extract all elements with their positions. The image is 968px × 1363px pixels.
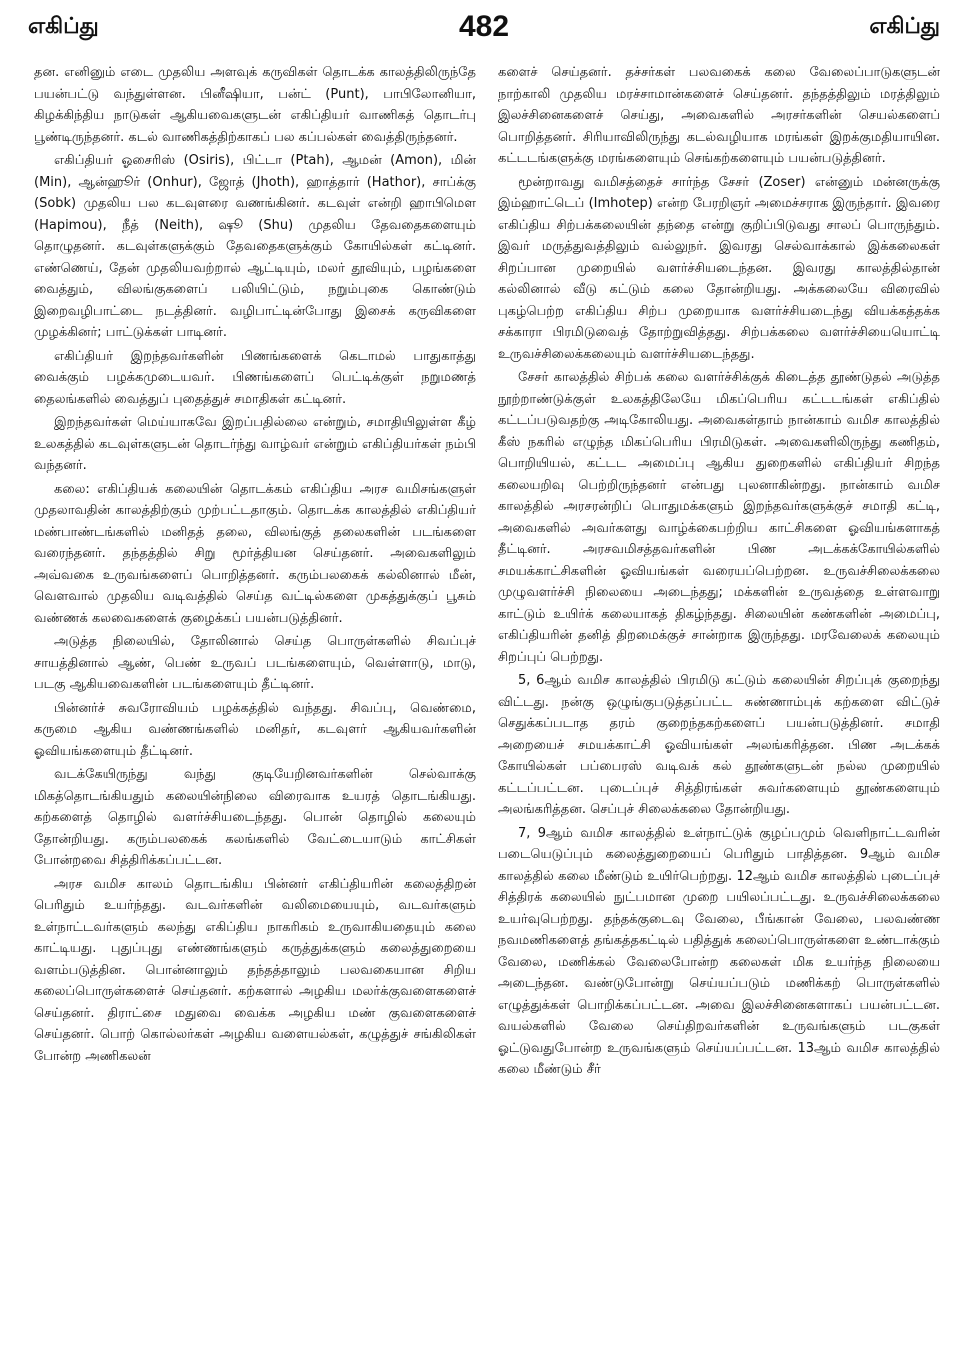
paragraph: தன. எனினும் எடை முதலிய அளவுக் கருவிகள் தொடக்க காலத்திலிருந்தே பயன்பட்டு வந்துள்ளன. பினீஷியா, பன்ட் (Punt), பாபிலோனியா, கிழக்கிந்திய நாடுகள் ஆகியவைகளுடன் எகிப்தியர் வாணிகத் தொடர்பு பூண்டிருந்தனர். கடல் வாணிகத்திற்காகப் பல கப்பல்கள் வைத்திருந்தனர்.: [34, 65, 476, 145]
paragraph: சேசர் காலத்தில் சிற்பக் கலை வளர்ச்சிக்குக் கிடைத்த தூண்டுதல் அடுத்த நூற்றாண்டுக்குள் உலகத்திலேயே மிகப்பெரிய கட்டடங்கள் எகிப்தில் கட்டப்படுவதற்கு அடிகோலியது. அவைகள்தாம் நான்காம் வமிச காலத்தில் கீஸ் நகரில் எழுந்த மிகப்பெரிய பிரமிடுகள். அவைகளிலிருந்து கணிதம், பொறியியல், கட்டட அமைப்பு ஆகிய துறைகளில் எகிப்தியர் சிறந்த கலையறிவு பெற்றிருந்தனர் என்பது புலனாகின்றது. நான்காம் வமிச காலத்தில் அரசரன்றிப் பொதுமக்களும் இறந்தவர்களுக்குச் சமாதி கட்டி, அவைகளில் அவர்களது வாழ்க்கைபற்றிய காட்சிகளை ஓவியங்களாகத் தீட்டினர். அரசவமிசத்தவர்களின் பிண அடக்கக்கோயில்களில் சமயக்காட்சிகளின் ஓவியங்கள் வரையப்பெற்றன. உருவச்சிலைக்கலை முழுவளர்ச்சி நிலையை அடைந்தது; மக்களின் உருவத்தை உள்ளவாறு காட்டும் உயிர்க் கலையாகத் திகழ்ந்தது. சிலையின் கண்களின் அமைப்பு, எகிப்தியரின் தனித் திறமைக்குச் சான்றாக இருந்தது. மரவேலைக் கலையும் சிறப்புப் பெற்றது.: [498, 370, 940, 665]
page-number: 482: [458, 10, 510, 43]
left-column: [34, 62, 476, 1352]
right-column: [498, 62, 940, 1352]
paragraph: 7, 9ஆம் வமிச காலத்தில் உள்நாட்டுக் குழப்பமும் வெளிநாட்டவரின் படையெடுப்பும் கலைத்துறையைப் பெரிதும் பாதித்தன. 9ஆம் வமிச காலத்தில் கலை மீண்டும் உயிர்பெற்றது. 12ஆம் வமிச காலத்தில் புடைப்புச் சித்திரக் கலையில் நுட்பமான முறை பயிலப்பட்டது. உருவச்சிலைக்கலை உயர்வுபெற்றது. தந்தக்குடைவு வேலை, பீங்கான் வேலை, பலவண்ண நவமணிகளைத் தங்கத்தகட்டில் பதித்துக் கலைப்பொருள்களை உண்டாக்கும் வேலை, மணிக்கல் வேலைபோன்ற கலைகள் மிக உயர்ந்த நிலையை அடைந்தன. வண்டுபோன்று செய்யப்படும் மணிக்கற் பொருள்களில் எழுத்துக்கள் பொறிக்கப்பட்டன. அவை இலச்சினைகளாகப் பயன்பட்டன. வயல்களில் வேலை செய்திறவர்களின் உருவங்களும் படகுகள் ஓட்டுவதுபோன்ற உருவங்களும் செய்யப்பட்டன. 13ஆம் வமிச காலத்தில் கலை மீண்டும் சீர்: [498, 825, 940, 1077]
paragraph: எகிப்தியர் ஓசைரிஸ் (Osiris), பிட்டா (Ptah), ஆமன் (Amon), மின் (Min), ஆன்ஹூர் (Onhur), ஜோத் (Jhoth), ஹாத்தார் (Hathor), சாப்க்கு (Sobk) முதலிய பல கடவுளரை வணங்கினர். கடவுள் என்றி ஹாபிமௌ (Hapimou), நீத் (Neith), ஷூ (Shu) முதலிய தேவதைகளையும் தொழுதனர். கடவுள்களுக்கும் தேவதைகளுக்கும் கோயில்கள் கட்டினர். எண்ணெய், தேன் முதலியவற்றால் ஆட்டியும், மலர் தூவியும், பழங்களை வைத்தும், விலங்குகளைப் பலியிட்டும், நறும்புகை கொண்டும் இறைவழிபாட்டை நடத்தினர். வழிபாட்டின்போது இசைக் கருவிகளை முழக்கினர்; பாட்டுக்கள் பாடினர்.: [34, 153, 476, 340]
paragraph: எகிப்தியர் இறந்தவர்களின் பிணங்களைக் கெடாமல் பாதுகாத்து வைக்கும் பழக்கமுடையவர். பிணங்களைப் பெட்டிக்குள் நறுமணத் தைலங்களில் வைத்துப் புதைத்துச் சமாதிகள் கட்டினர்.: [34, 348, 476, 407]
paragraph: 5, 6ஆம் வமிச காலத்தில் பிரமிடு கட்டும் கலையின் சிறப்புக் குறைந்து விட்டது. நன்கு ஒழுங்குபடுத்தப்பட்ட சுண்ணாம்புக் கற்களை விட்டுச் செதுக்கப்படாத தரம் குறைந்தகற்களைப் பயன்படுத்தினர். சமாதி அறையைச் சமயக்காட்சி ஓவியங்கள் அலங்கரித்தன. பிண அடக்கக் கோயில்கள் பப்பைரஸ் வடிவக் கல் தூண்களுடன் நல்ல முறையில் கட்டப்பட்டன. புடைப்புச் சித்திரங்கள் சுவர்களையும் தூண்களையும் அலங்கரித்தன. செப்புச் சிலைக்கலை தோன்றியது.: [498, 673, 940, 817]
paragraph: களைச் செய்தனர். தச்சர்கள் பலவகைக் கலை வேலைப்பாடுகளுடன் நாற்காலி முதலிய மரச்சாமான்களைச் செய்தனர். தந்தத்திலும் மரத்திலும் இலச்சினைகளைச் செய்து, அவைகளில் அரசர்களின் செயல்களைப் பொறித்தனர். சிரியாவிலிருந்து கடல்வழியாக மரங்கள் இறக்குமதியாயின. கட்டடங்களுக்கு மரங்களையும் செங்கற்களையும் பயன்படுத்தினர்.: [498, 65, 940, 166]
paragraph-art-section: கலை: எகிப்தியக் கலையின் தொடக்கம் எகிப்திய அரச வமிசங்களுள் முதலாவதின் காலத்திற்கும் முற்பட்டதாகும். தொடக்க காலத்தில் எகிப்தியர் மண்பாண்டங்களில் மனிதத் தலை, விலங்குத் தலைகளின் படங்களை வரைந்தனர். தந்தத்தில் சிறு மூர்த்தியன செய்தனர். அவைகளிலும் அவ்வகை உருவங்களைப் பொறித்தனர். கரும்பலகைக் கல்லினால் மீன், வௌவால் முதலிய வடிவத்தில் செய்த வட்டில்களை முகத்துக்குப் பூசும் வண்ணக் கலவைகளைக் குழைக்கப் பயன்படுத்தினர்.: [34, 481, 476, 626]
paragraph: அரச வமிச காலம் தொடங்கிய பின்னர் எகிப்தியரின் கலைத்திறன் பெரிதும் உயர்ந்தது. வடவர்களின் வலிமையையும், வடவர்களும் உள்நாட்டவர்களும் கலந்து எகிப்திய நாகரிகம் உருவாகியதையும் கலை காட்டியது. புதுப்புது எண்ணங்களும் கருத்துக்களும் கலைத்துறையை வளம்படுத்தின. பொன்னாலும் தந்தத்தாலும் பலவகையான சிறிய கலைப்பொருள்களைச் செய்தனர். கற்களால் அழகிய மலர்க்குவளைகளைச் செய்தனர். திராட்சை மதுவை வைக்க அழகிய மண் குவளைகளைச் செய்தனர். பொற் கொல்லர்கள் அழகிய வளையல்கள், கழுத்துச் சங்கிலிகள் போன்ற அணிகலன்: [34, 876, 476, 1064]
running-head-left: எகிப்து: [28, 14, 99, 39]
paragraph: பின்னர்ச் சுவரோவியம் பழக்கத்தில் வந்தது. சிவப்பு, வெண்மை, கருமை ஆகிய வண்ணங்களில் மனிதர், கடவுளர் ஆகியவர்களின் ஓவியங்களையும் தீட்டினர்.: [34, 700, 476, 759]
running-head-right: எகிப்து: [869, 14, 940, 39]
page-header: [28, 10, 940, 50]
paragraph: வடக்கேயிருந்து வந்து குடியேறினவர்களின் செல்வாக்கு மிகத்தொடங்கியதும் கலையின்நிலை விரைவாக உயரத் தொடங்கியது. கற்களைத் தொழில் வளர்ச்சியடைந்தது. பொன் தொழில் கலையும் தோன்றியது. கரும்பலகைக் கலங்களில் வேட்டையாடும் காட்சிகள் போன்றவை சித்திரிக்கப்பட்டன.: [34, 767, 476, 868]
paragraph: மூன்றாவது வமிசத்தைச் சார்ந்த சேசர் (Zoser) என்னும் மன்னருக்கு இம்ஹாட்டெப் (Imhotep) என்ற பேரறிஞர் அமைச்சராக இருந்தார். இவரை எகிப்திய சிற்பக்கலையின் தந்தை என்று குறிப்பிடுவது சாலப் பொருந்தும். இவர் மருத்துவத்திலும் வல்லுநர். இவரது செல்வாக்கால் இக்கலைகள் சிறப்பான முறையில் வளர்ச்சியடைந்தன. இவரது காலத்தில்தான் கல்லினால் வீடு கட்டும் கலை தோன்றியது. அக்கலையே விரைவில் புகழ்பெற்ற எகிப்திய சிற்ப முறையாக வளர்ச்சியடைந்து வியக்கத்தக்க சக்காரா பிரமிடுவைத் தோற்றுவித்தது. சிற்பக்கலை வளர்ச்சியையொட்டி உருவச்சிலைக்கலையும் வளர்ச்சியடைந்தது.: [498, 174, 940, 362]
paragraph: இறந்தவர்கள் மெய்யாகவே இறப்பதில்லை என்றும், சமாதியிலுள்ள கீழ் உலகத்தில் கடவுள்களுடன் தொடர்ந்து வாழ்வர் என்றும் எகிப்தியர்கள் நம்பி வந்தனர்.: [34, 415, 476, 473]
paragraph: அடுத்த நிலையில், தோலினால் செய்த பொருள்களில் சிவப்புச் சாயத்தினால் ஆண், பெண் உருவப் படங்களையும், வெள்ளாடு, மாடு, படகு ஆகியவைகளின் படங்களையும் தீட்டினர்.: [34, 634, 476, 692]
